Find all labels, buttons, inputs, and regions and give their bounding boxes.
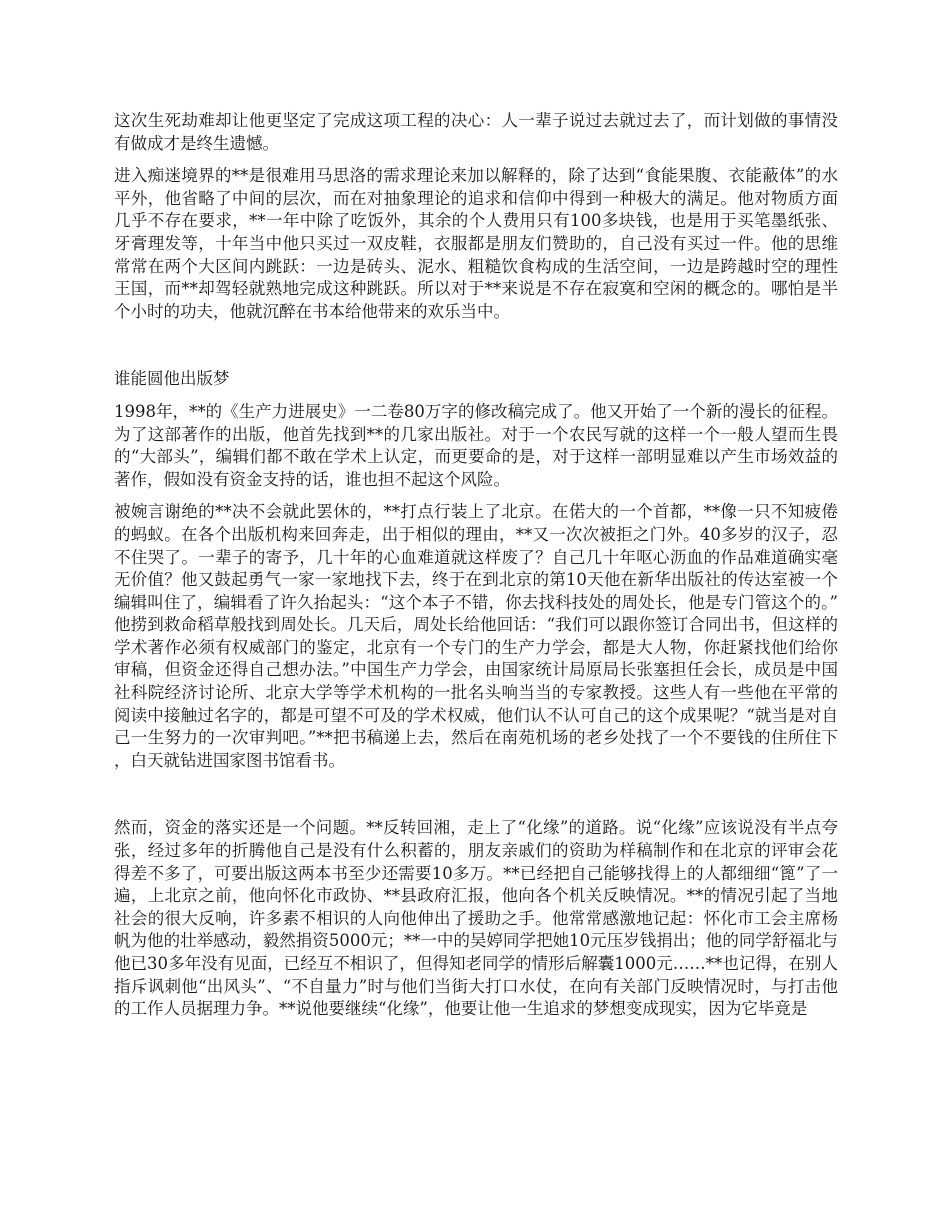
section-heading: 谁能圆他出版梦	[114, 369, 230, 389]
paragraph-beijing-journey: 被婉言谢绝的**决不会就此罢休的，**打点行装上了北京。在偌大的一个首都，**像一只不知疲倦的蚂蚁。在各个出版机构来回奔走，出于相似的理由，**又一次次被拒之门外。40多岁的汉子，忍不住哭了。一辈子的寄予，几十年的心血难道就这样废了？自己几十年呕心沥血的作品难道确实毫无价值？他又鼓起勇气一家一家地找下去，终于在到北京的第10天他在新华出版社的传达室被一个编辑叫住了，编辑看了许久抬起头：“这个本子不错，你去找科技处的周处长，他是专门管这个的。”他捞到救命稻草般找到周处长。几天后，周处长给他回话：“我们可以跟你签订合同出书，但这样的学术著作必须有权威部门的鉴定，北京有一个专门的生产力学会，都是大人物，你赶紧找他们给你审稿，但资金还得自己想办法。”中国生产力学会，由国家统计局原局长张塞担任会长，成员是中国社科院经济讨论所、北京大学等学术机构的一批名头响当当的专家教授。这些人有一些他在平常的阅读中接触过名字的，都是可望不可及的学术权威，他们认不认可自己的这个成果呢？“就当是对自己一生努力的一次审判吧。”**把书稿递上去，然后在南苑机场的老乡处找了一个不要钱的住所住下，白天就钻进国家图书馆看书。	[114, 502, 838, 770]
document-page	[114, 110, 838, 1021]
paragraph-publishing-1998: 1998年，**的《生产力进展史》一二卷80万字的修改稿完成了。他又开始了一个新的漫长的征程。为了这部著作的出版，他首先找到**的几家出版社。对于一个农民写就的这样一个一般人望而生畏的“大部头”，编辑们都不敢在学术上认定，而更要命的是，对于这样一部明显难以产生市场效益的著作，假如没有资金支持的话，谁也担不起这个风险。	[114, 401, 838, 489]
paragraph-resolve: 这次生死劫难却让他更坚定了完成这项工程的决心：人一辈子说过去就过去了，而计划做的事情没有做成才是终生遗憾。	[114, 111, 838, 153]
paragraph-fundraising: 然而，资金的落实还是一个问题。**反转回湘，走上了“化缘”的道路。说“化缘”应该说没有半点夸张，经过多年的折腾他自己是没有什么积蓄的，朋友亲戚们的资助为样稿制作和在北京的评审会花得差不多了，可要出版这两本书至少还需要10多万。**已经把自己能够找得上的人都细细“篦”了一遍，上北京之前，他向怀化市政协、**县政府汇报，他向各个机关反映情况。**的情况引起了当地社会的很大反响，许多素不相识的人向他伸出了援助之手。他常常感激地记起：怀化市工会主席杨帆为他的壮举感动，毅然捐资5000元；**一中的吴婷同学把她10元压岁钱捐出；他的同学舒福北与他已30多年没有见面，已经互不相识了，但得知老同学的情形后解囊1000元……**也记得，在别人指斥讽刺他“出风头”、“不自量力”时与他们当街大打口水仗，在向有关部门反映情况时，与打击他的工作人员据理力争。**说他要继续“化缘”，他要让他一生追求的梦想变成现实，因为它毕竟是	[114, 818, 838, 1019]
paragraph-obsession: 进入痴迷境界的**是很难用马思洛的需求理论来加以解释的，除了达到“食能果腹、衣能蔽体”的水平外，他省略了中间的层次，而在对抽象理论的追求和信仰中得到一种极大的满足。他对物质方面几乎不存在要求，**一年中除了吃饭外，其余的个人费用只有100多块钱，也是用于买笔墨纸张、牙膏理发等，十年当中他只买过一双皮鞋，衣服都是朋友们赞助的，自己没有买过一件。他的思维常常在两个大区间内跳跃：一边是砖头、泥水、粗糙饮食构成的生活空间，一边是跨越时空的理性王国，而**却驾轻就熟地完成这种跳跃。所以对于**来说是不存在寂寞和空闲的概念的。哪怕是半个小时的功夫，他就沉醉在书本给他带来的欢乐当中。	[114, 166, 838, 321]
